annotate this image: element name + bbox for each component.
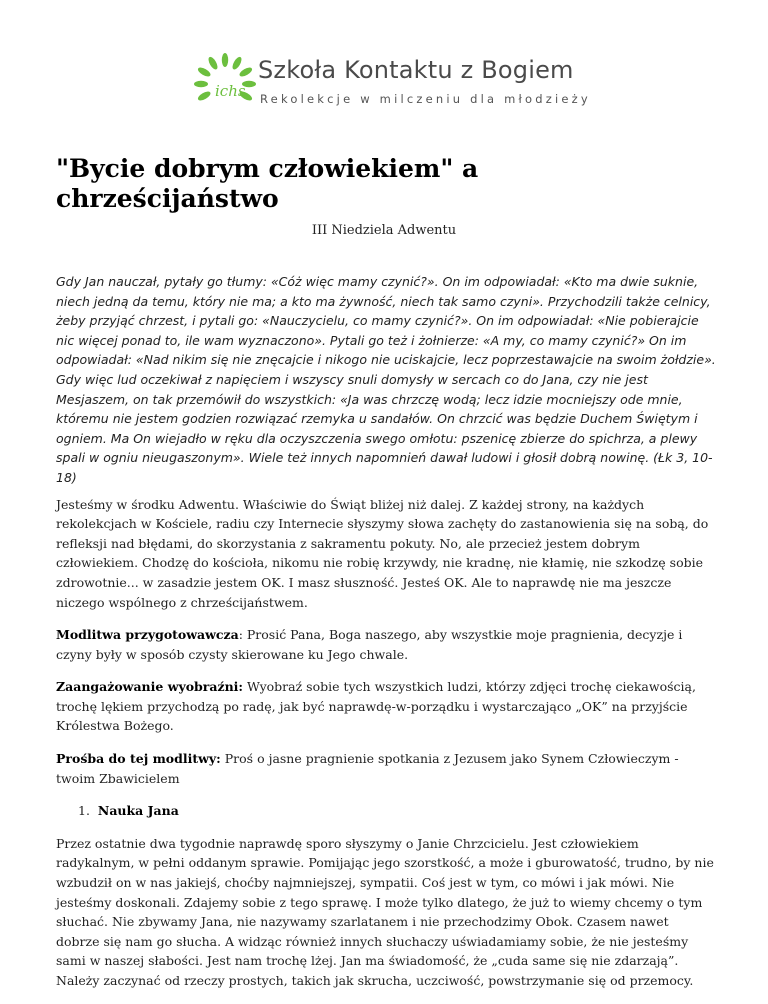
logo-title: Szkoła Kontaktu z Bogiem <box>258 56 574 84</box>
logo <box>193 52 591 116</box>
intro-paragraph: Jesteśmy w środku Adwentu. Właściwie do Świąt bliżej niż dalej. Z każdej strony, na każdych rekolekcjach w Kościele, radiu czy Internecie słyszymy słowa zachęty do zastanowienia się na sobą, do refleksji nad błędami, do skorzystania z sakramentu pokuty. No, ale przecież jestem dobrym człowiekiem. Chodzę do kościoła, nikomu nie robię krzywdy, nie kradnę, nie kłamię, nie szkodzę sobie zdrowotnie... w zasadzie jestem OK. I masz słuszność. Jesteś OK. Ale to naprawdę nie ma jeszcze niczego wspólnego z chrześcijaństwem. <box>56 496 709 610</box>
prayer-text: : Prosić Pana, Boga naszego, aby wszystkie moje pragnienia, decyzje i czyny były w sposób czysty skierowane ku Jego chwale. <box>56 627 683 662</box>
gospel-passage: Gdy Jan nauczał, pytały go tłumy: «Cóż więc mamy czynić?». On im odpowiadał: «Kto ma dwie suknie, niech jedną da temu, który nie ma; a kto ma żywność, niech tak samo czyni». Przychodzili także celnicy, żeby przyjąć chrzest, i pytali go: «Nauczycielu, co mamy czynić?». On im odpowiadał: «Nie pobierajcie nic więcej ponad to, ile wam wyznaczono». Pytali go też i żołnierze: «A my, co mamy czynić?» On im odpowiadał: «Nad nikim się nie znęcajcie i nikogo nie uciskajcie, lecz poprzestawajcie na swoim żołdzie». Gdy więc lud oczekiwał z napięciem i wszyscy snuli domysły w sercach co do Jana, czy nie jest Mesjaszem, on tak przemówił do wszystkich: «Ja was chrzczę wodą; lecz idzie mocniejszy ode mnie, któremu nie jestem godzien rozwiązać rzemyka u sandałów. On chrzcić was będzie Duchem Świętym i ogniem. Ma On wiejadło w ręku dla oczyszczenia swego omłotu: pszenicę zbierze do spichrza, a plewy spali w ogniu nieugaszonym». Wiele też innych napomnień dawał ludowi i głosił dobrą nowinę. (Łk 3, 10-18) <box>56 274 716 485</box>
list-item <box>56 801 716 821</box>
page-subtitle: III Niedziela Adwentu <box>311 223 457 238</box>
prayer-label: Modlitwa przygotowawcza <box>56 627 239 643</box>
logo-subtitle: Rekolekcje w milczeniu dla młodzieży <box>260 92 591 106</box>
article-body <box>56 272 716 1004</box>
list-item-label: Nauka Jana <box>97 803 179 819</box>
imagination-paragraph <box>56 677 716 736</box>
prayer-paragraph <box>56 625 716 664</box>
list-item-number: 1. <box>78 803 90 819</box>
logo-mark-icon <box>193 52 257 116</box>
petition-text: Proś o jasne pragnienie spotkania z Jezusem jako Synem Człowieczym - twoim Zbawicielem <box>56 751 679 786</box>
page-title: "Bycie dobrym człowiekiem" a chrześcijaństwo <box>56 154 479 213</box>
svg-text:ichs: ichs <box>215 82 246 100</box>
petition-label: Prośba do tej modlitwy: <box>56 751 221 767</box>
petition-paragraph <box>56 749 716 788</box>
imagination-text: Wyobraź sobie tych wszystkich ludzi, którzy zdjęci trochę ciekawością, trochę lękiem przychodzą po radę, jak być naprawdę-w-porządku i wystarczająco „OK” na przyjście Królestwa Bożego. <box>56 679 696 734</box>
body-paragraph: Przez ostatnie dwa tygodnie naprawdę sporo słyszymy o Janie Chrzcicielu. Jest człowiekiem radykalnym, w pełni oddanym sprawie. Pomijając jego szorstkość, a może i gburowatość, trudno, by nie wzbudził on w nas jakiejś, choćby najmniejszej, sympatii. Coś jest w tym, co mówi i jak mówi. Nie jesteśmy doskonali. Zdajemy sobie z tego sprawę. I może tylko dlatego, że już to wiemy chcemy o tym słuchać. Nie zbywamy Jana, nie nazywamy szarlatanem i nie przechodzimy Obok. Czasem nawet dobrze się nam go słucha. A widząc również innych słuchaczy uświadamiamy sobie, że nie jesteśmy sami w naszej słabości. Jest nam trochę lżej. Jan ma świadomość, że „cuda same się nie zdarzają”. Należy zaczynać od rzeczy prostych, takich jak skrucha, uczciwość, powstrzymanie się od przemocy. <box>56 835 714 988</box>
imagination-label: Zaangażowanie wyobraźni: <box>56 679 244 695</box>
